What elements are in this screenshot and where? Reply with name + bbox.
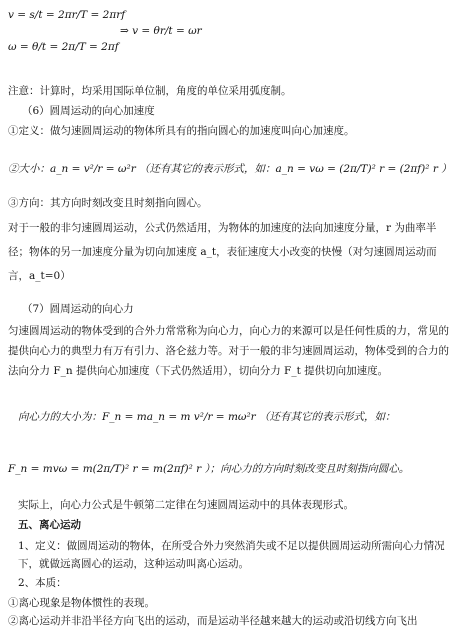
section6-definition: ①定义：做匀速圆周运动的物体所具有的指向圆心的加速度叫向心加速度。 <box>8 125 355 137</box>
section6-direction: ③方向：其方向时刻改变且时刻指向圆心。 <box>8 197 208 209</box>
section-five-essence-title: 2、本质： <box>18 577 67 589</box>
unit-note: 注意：计算时，均采用国际单位制，角度的单位采用弧度制。 <box>8 85 292 97</box>
section7-paragraph: 匀速圆周运动的物体受到的合外力常常称为向心力，向心力的来源可以是任何性质的力，常见的提供向心力的典型力有万有引力、洛仑兹力等。对于一般的非匀速圆周运动，物体受到的合力的法向分力 F_n 提供向心加速度（下式仍然适用），切向分力 F_t 提供切向加速度。 <box>8 325 449 377</box>
section7-magnitude-cont: F_n = mvω = m(2π/T)² r = m(2πf)² r ）；向心力的方向时刻改变且时刻指向圆心。 <box>8 463 410 475</box>
section6-magnitude: ②大小：a_n = v²/r = ω²r （还有其它的表示形式，如：a_n = vω = (2π/T)² r = (2πf)² r ） <box>8 163 452 175</box>
section7-conclusion: 实际上，向心力公式是牛顿第二定律在匀速圆周运动中的具体表现形式。 <box>18 499 354 511</box>
angular-velocity-formula: ω = θ/t = 2π/T = 2πf <box>8 41 119 53</box>
section-five-item2: ②离心运动并非沿半径方向飞出的运动，而是运动半径越来越大的运动或沿切线方向飞出 <box>8 615 418 627</box>
section7-magnitude: 向心力的大小为：F_n = ma_n = m v²/r = mω²r （还有其它的表示形式，如： <box>18 411 396 423</box>
section-five-definition: 1、定义：做圆周运动的物体，在所受合外力突然消失或不足以提供圆周运动所需向心力情况下，就做远离圆心的运动，这种运动叫离心运动。 <box>18 540 445 570</box>
section6-paragraph: 对于一般的非匀速圆周运动，公式仍然适用，为物体的加速度的法向加速度分量，r 为曲率半径；物体的另一加速度分量为切向加速度 a_t，表征速度大小改变的快慢（对匀速圆周运动而言，a_t=0） <box>8 222 437 283</box>
section6-title: （6）圆周运动的向心加速度 <box>22 105 155 117</box>
section-five-title: 五、离心运动 <box>18 519 81 531</box>
section7-title: （7）圆周运动的向心力 <box>22 303 134 315</box>
combined-result-formula: ⇒ v = θr/t = ωr <box>120 25 202 37</box>
section-five-item1: ①离心现象是物体惯性的表现。 <box>8 597 155 609</box>
velocity-formula: v = s/t = 2πr/T = 2πrf <box>8 9 126 21</box>
